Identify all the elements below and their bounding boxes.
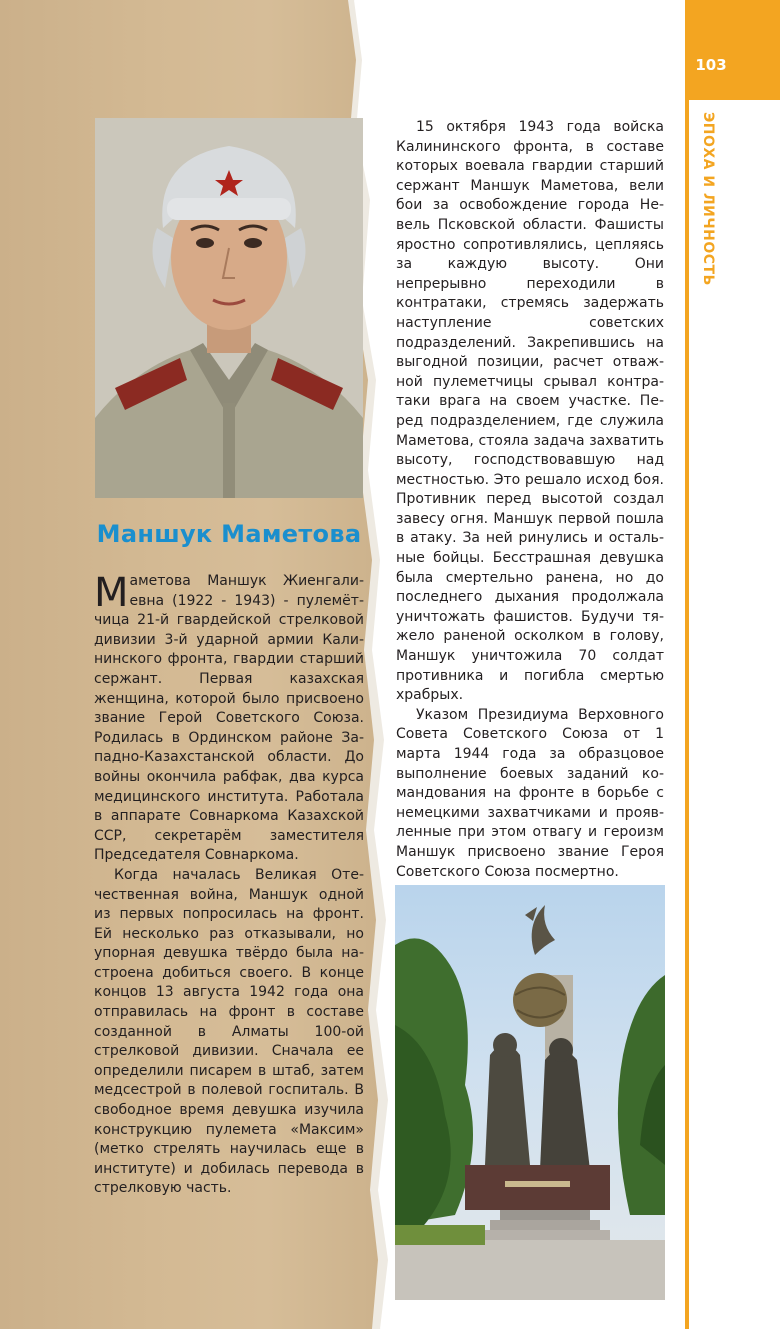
paragraph: Когда началась Великая Отечественная война, Маншук одной из первых попросилась на фронт. Ей несколько раз отказывали, но упорная девушка твёрдо была настроена добиться своего. В конце концов 13 августа 1942 года она отправилась на фронт в составе созданной в Алматы 100-ой стрелковой дивизии. Сначала ее определили писарем в штаб, затем медсестрой в полевой госпиталь. В свободное время девушка изучила конструкцию пулемета «Максим» (метко стрелять научилась еще в институте) и добилась перевода в стрелковую часть. — [94, 866, 364, 1197]
page-number-tab — [685, 0, 780, 100]
paragraph: Указом Президиума Верховного Совета Советского Союза от 1 марта 1944 года за образцовое выполнение боевых заданий командования на фронте в борьбе с немецкими захватчиками и проявленные при этом отвагу и героизм Маншук присвоено звание Героя Советского Союза посмертно. — [396, 706, 664, 880]
portrait-painting — [95, 118, 363, 498]
paragraph-text: аметова Маншук Жиенгалиевна (1922 - 1943) - пулемётчица 21-й гвардейской стрелковой дивизии 3-й ударной армии Калининского фронта, гвардии старший сержант. Первая казахская женщина, которой было присвоено звание Герой Советского Союза. Родилась в Ординском районе Западно-Казахстанской области. До войны окончила рабфак, два курса медицинского института. Работала в аппарате Совнаркома Казахской ССР, секретарём заместителя Председателя Совнаркома. — [94, 573, 364, 864]
left-column-text — [94, 572, 364, 1199]
paragraph: 15 октября 1943 года войска Калининского фронта, в составе которых воевала гвардии старший сержант Маншук Маметова, вели бои за освобождение города Невель Псковской области. Фашисты яростно сопротивлялись, цепляясь за каждую высоту. Они непрерывно переходили в контратаки, стремясь задержать наступление советских подразделений. Закрепившись на выгодной позиции, расчет отважной пулеметчицы срывал контратаки врага на своем участке. Перед подразделением, где служила Маметова, стояла задача захватить высоту, господствовавшую над местностью. Это решало исход боя. Противник перед высотой создал завесу огня. Маншук первой пошла в атаку. За ней ринулись и остальные бойцы. Бесстрашная девушка была смертельно ранена, но до последнего дыхания продолжала уничтожать фашистов. Будучи тяжело раненой осколком в голову, Маншук уничтожила 70 солдат противника и погибла смертью храбрых. — [396, 119, 664, 704]
right-column-text — [396, 118, 664, 882]
paragraph — [94, 572, 364, 866]
drop-cap: М — [94, 570, 129, 616]
monument-photo — [395, 885, 665, 1300]
side-band-rule — [685, 100, 689, 1329]
section-label: ЭПОХА И ЛИЧНОСТЬ — [700, 112, 716, 286]
article-title: Маншук Маметова — [96, 520, 362, 548]
page-number: 103 — [695, 56, 727, 74]
